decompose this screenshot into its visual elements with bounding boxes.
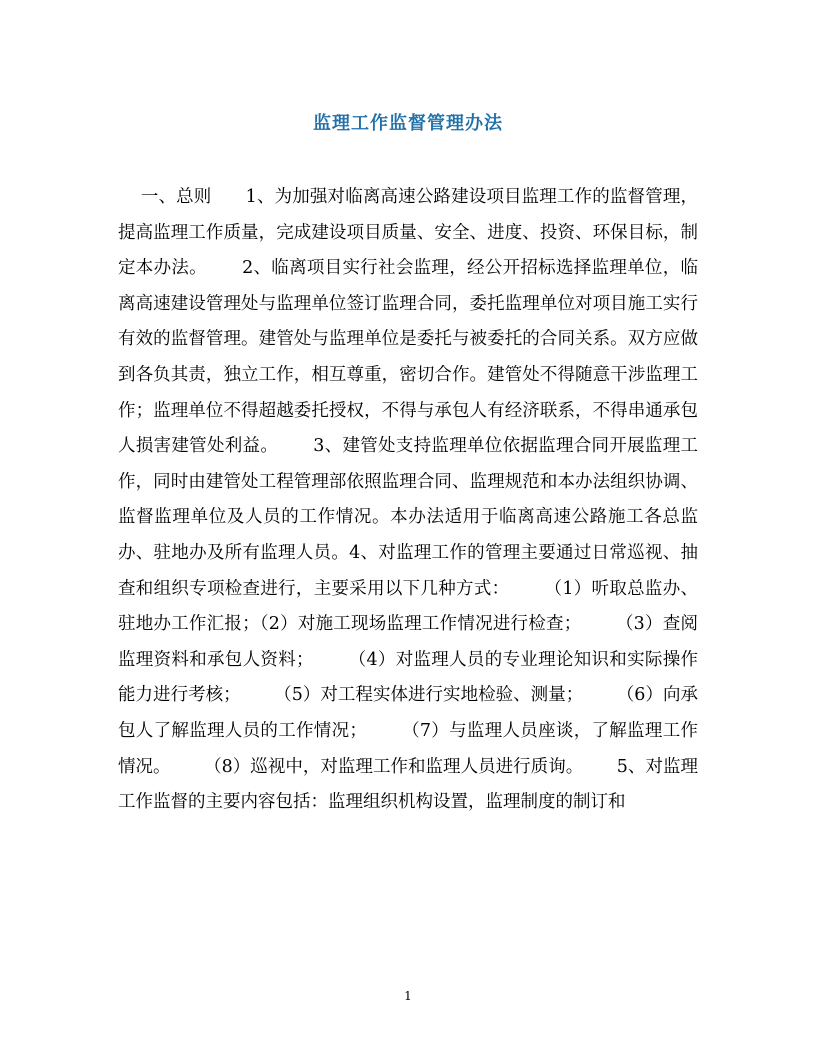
page-number: 1	[404, 989, 412, 1003]
document-title: 监理工作监督管理办法	[313, 113, 503, 134]
document-body: 一、总则 1、为加强对临离高速公路建设项目监理工作的监督管理，提高监理工作质量，完成建设项目质量、安全、进度、投资、环保目标，制定本办法。 2、临离项目实行社会监理，经公开招标选择监理单位，临离高速建设管理处与监理单位签订监理合同，委托监理单位对项目施工实行有效的监督管理。建管处与监理单位是委托与被委托的合同关系。双方应做到各负其责，独立工作，相互尊重，密切合作。建管处不得随意干涉监理工作；监理单位不得超越委托授权，不得与承包人有经济联系，不得串通承包人损害建管处利益。 3、建管处支持监理单位依据监理合同开展监理工作，同时由建管处工程管理部依照监理合同、监理规范和本办法组织协调、监督监理单位及人员的工作情况。本办法适用于临离高速公路施工各总监办、驻地办及所有监理人员。4、对监理工作的管理主要通过日常巡视、抽查和组织专项检查进行，主要采用以下几种方式： （1）听取总监办、驻地办工作汇报；（2）对施工现场监理工作情况进行检查； （3）查阅监理资料和承包人资料； （4）对监理人员的专业理论知识和实际操作能力进行考核； （5）对工程实体进行实地检验、测量； （6）向承包人了解监理人员的工作情况； （7）与监理人员座谈，了解监理工作情况。 （8）巡视中，对监理工作和监理人员进行质询。 5、对监理工作监督的主要内容包括：监理组织机构设置，监理制度的制订和	[118, 187, 698, 813]
